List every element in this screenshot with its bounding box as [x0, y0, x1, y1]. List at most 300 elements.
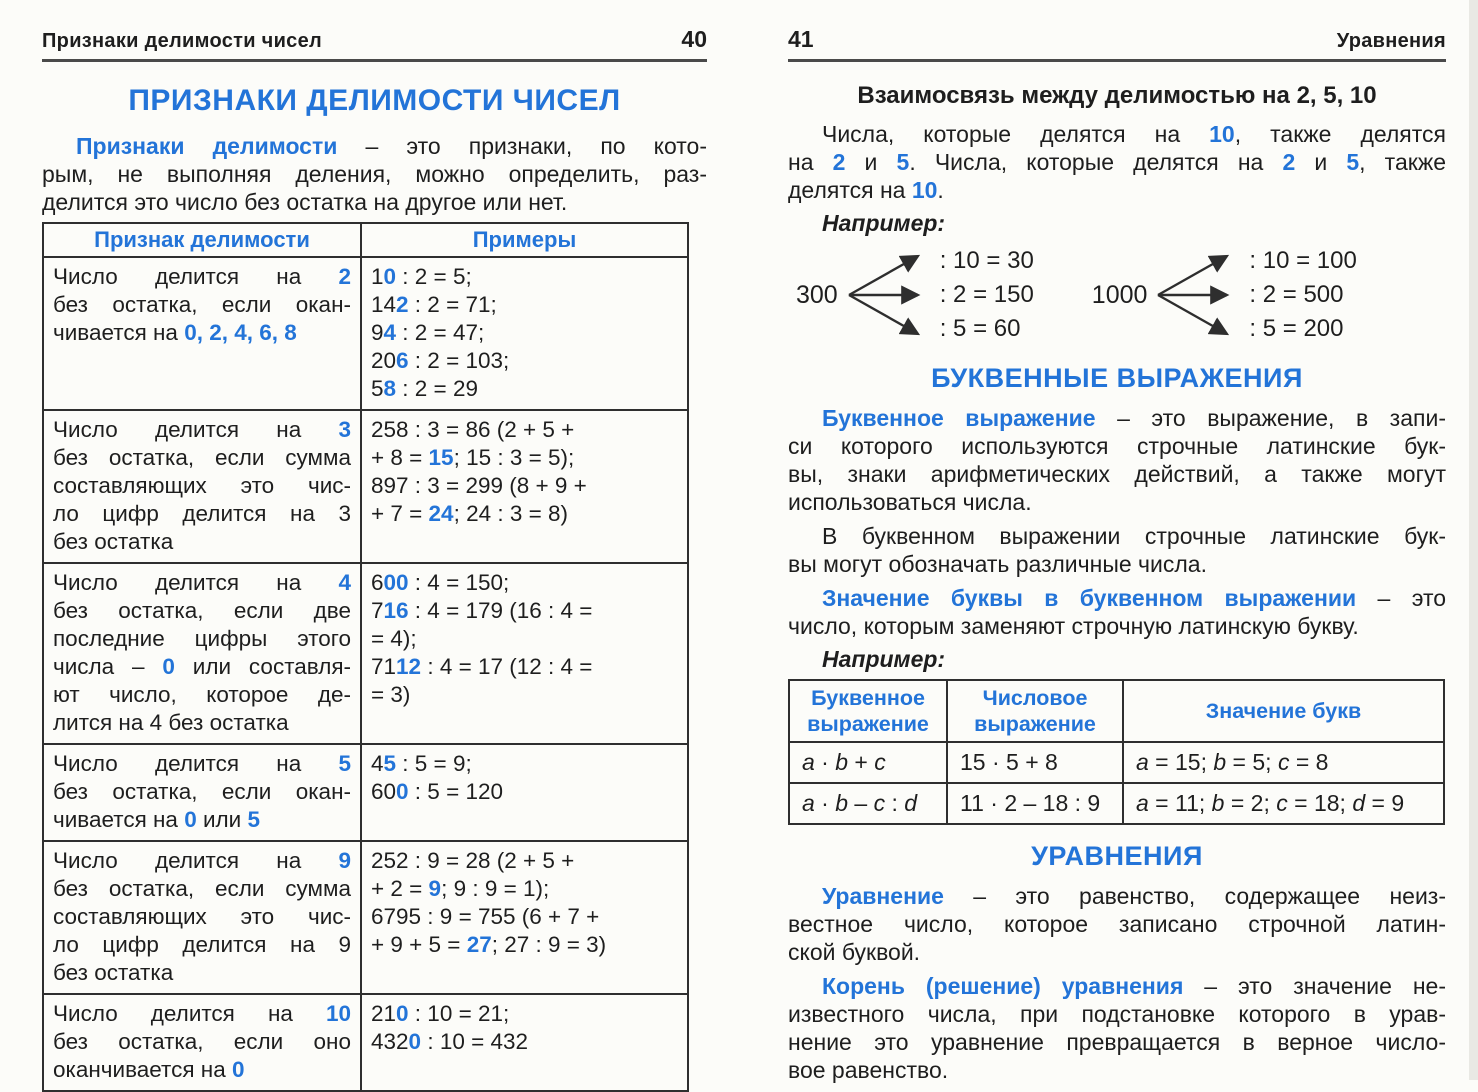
fan-diagram	[1092, 243, 1357, 347]
diagram-source-number: 1000	[1091, 280, 1148, 309]
text-line	[371, 319, 678, 347]
highlighted-run: 5	[1346, 149, 1360, 175]
text-run: + 7 =	[371, 501, 429, 526]
fan-diagram	[796, 243, 1034, 347]
text-line	[53, 472, 351, 500]
text-line	[788, 584, 1446, 612]
text-run: = 2;	[1224, 790, 1277, 816]
table-row	[43, 410, 688, 563]
text-run: : 2 = 5;	[396, 264, 472, 289]
text-line	[788, 460, 1446, 488]
highlighted-run: 6	[396, 348, 409, 373]
text-run: 6795 : 9 = 755 (6 + 7 +	[371, 904, 600, 929]
text-line	[53, 931, 351, 959]
text-run: лится на 4 без остатка	[53, 710, 289, 735]
text-run: – это	[1356, 585, 1447, 611]
text-run: делятся на	[788, 177, 912, 203]
text-run: 5	[371, 376, 384, 401]
highlighted-run: 5	[383, 751, 397, 776]
text-line	[371, 750, 678, 778]
text-run: Числа, которые делятся на	[822, 121, 1210, 147]
examples-cell	[361, 994, 688, 1091]
italic-run: a	[1136, 749, 1149, 775]
table-row	[43, 744, 688, 841]
rule-cell	[43, 563, 361, 744]
text-run: + 9 + 5 =	[371, 932, 467, 957]
text-run: без остатка, если сумма	[53, 445, 351, 470]
column-header	[1123, 680, 1444, 742]
text-run: без остатка	[53, 529, 174, 554]
text-run: последние цифры этого	[53, 626, 351, 651]
text-line	[788, 1028, 1446, 1056]
italic-run: b	[1213, 749, 1227, 775]
text-line	[42, 132, 707, 160]
text-run: ·	[814, 790, 836, 816]
section-title-equations: УРАВНЕНИЯ	[1031, 841, 1203, 871]
text-run: = 11;	[1148, 790, 1212, 816]
text-line	[53, 778, 351, 806]
text-run: ют число, которое де-	[53, 682, 351, 707]
table-row	[43, 841, 688, 994]
rule-cell	[43, 841, 361, 994]
text-run: без остатка, если окан-	[53, 779, 351, 804]
text-line	[371, 1000, 678, 1028]
highlighted-run: 24	[428, 501, 454, 526]
text-line	[371, 569, 678, 597]
text-run: – это признаки, по кото-	[337, 133, 707, 159]
running-head-left	[42, 26, 707, 62]
text-line	[53, 625, 351, 653]
text-run: числа –	[53, 654, 163, 679]
text-run: : 2 = 47;	[396, 320, 485, 345]
text-run: без остатка	[53, 960, 174, 985]
text-run: = 5;	[1226, 749, 1278, 775]
table-row	[43, 257, 688, 410]
text-run: составляющих это чис-	[53, 904, 351, 929]
italic-run: a	[802, 790, 815, 816]
diagram-target: : 2 = 150	[939, 281, 1034, 308]
example-label: Например:	[822, 646, 946, 672]
highlighted-run: 4	[338, 570, 351, 595]
text-line	[788, 882, 1446, 910]
text-line	[371, 653, 678, 681]
highlighted-run: 9	[428, 876, 442, 901]
highlighted-run: 9	[338, 848, 351, 873]
text-line	[53, 1028, 351, 1056]
text-run: Число делится на	[53, 570, 339, 595]
highlighted-run: 0	[232, 1057, 245, 1082]
highlighted-run: 16	[383, 598, 409, 623]
italic-run: a	[1136, 790, 1149, 816]
text-run: : 5 = 120	[408, 779, 503, 804]
text-run: : 4 = 179 (16 : 4 =	[408, 598, 593, 623]
text-run: = 4);	[371, 626, 417, 651]
text-line	[371, 416, 678, 444]
italic-run: c	[1277, 749, 1290, 775]
highlighted-run: 2	[832, 149, 846, 175]
table-cell	[1123, 742, 1444, 783]
italic-run: b	[1211, 790, 1225, 816]
text-run: : 10 = 21;	[408, 1001, 510, 1026]
text-line	[788, 938, 1446, 966]
text-run: : 5 = 9;	[396, 751, 472, 776]
header-line: Значение букв	[1205, 699, 1362, 723]
highlighted-run: 12	[396, 654, 422, 679]
text-run: 20	[371, 348, 397, 373]
highlighted-run: 0	[162, 654, 175, 679]
text-run: и	[1295, 149, 1347, 175]
text-line	[788, 120, 1446, 148]
highlighted-run: Корень (решение) уравнения	[822, 973, 1184, 999]
italic-run: c	[873, 790, 886, 816]
text-run: и	[845, 149, 897, 175]
table-row	[43, 994, 688, 1091]
text-run: 897 : 3 = 299 (8 + 9 +	[371, 473, 587, 498]
text-run: = 9	[1365, 790, 1405, 816]
text-line	[53, 263, 351, 291]
text-line	[53, 291, 351, 319]
text-line	[53, 1000, 351, 1028]
text-run: = 15;	[1148, 749, 1214, 775]
highlighted-run: 0	[184, 807, 197, 832]
rule-cell	[43, 994, 361, 1091]
text-line	[788, 432, 1446, 460]
section-title-divisibility-links: Взаимосвязь между делимостью на 2, 5, 10	[857, 82, 1377, 109]
text-line	[788, 612, 1446, 640]
text-line	[42, 188, 707, 216]
text-run: чивается на	[53, 807, 185, 832]
intro-paragraph	[42, 132, 707, 216]
text-run: +	[848, 749, 875, 775]
text-run: оканчивается на	[53, 1057, 232, 1082]
text-run: делится это число без остатка на другое или нет.	[42, 189, 568, 215]
table-cell	[1123, 783, 1444, 824]
equation-root-definition	[788, 972, 1446, 1084]
italic-run: c	[1276, 790, 1288, 816]
text-line	[371, 597, 678, 625]
page-title: ПРИЗНАКИ ДЕЛИМОСТИ ЧИСЕЛ	[128, 84, 621, 117]
text-run: си которого используются строчные латинские бук-	[788, 433, 1446, 459]
divisibility-links-paragraph	[788, 120, 1446, 204]
italic-run: c	[874, 749, 886, 775]
highlighted-run: 0	[396, 1001, 409, 1026]
fan-diagrams	[796, 243, 1446, 347]
table-row	[789, 742, 1444, 783]
diagram-targets	[940, 244, 1034, 346]
text-run: : 4 = 17 (12 : 4 =	[421, 654, 593, 679]
text-run: – это значение не-	[1183, 973, 1446, 999]
examples-cell	[361, 257, 688, 410]
text-run: вы могут обозначать различные числа.	[788, 551, 1207, 577]
running-head-right	[788, 26, 1446, 62]
letter-expressions-table	[788, 679, 1445, 825]
highlighted-run: 0	[396, 779, 409, 804]
left-page	[42, 26, 707, 1092]
diagram-source-number: 300	[796, 280, 838, 309]
column-header: Признак делимости	[43, 223, 361, 257]
highlighted-run: 3	[338, 417, 351, 442]
highlighted-run: 0	[408, 1029, 422, 1054]
text-run: или составля-	[174, 654, 351, 679]
text-line	[53, 959, 351, 987]
highlighted-run: 2	[1282, 149, 1296, 175]
text-run: : 4 = 150;	[408, 570, 510, 595]
text-line	[788, 176, 1446, 204]
text-line	[371, 472, 678, 500]
text-line	[53, 569, 351, 597]
highlighted-run: 8	[383, 376, 397, 401]
page-number: 40	[681, 26, 707, 52]
table-cell	[789, 783, 947, 824]
highlighted-run: Уравнение	[822, 883, 944, 909]
examples-cell	[361, 410, 688, 563]
text-line	[788, 522, 1446, 550]
text-run: 21	[371, 1001, 397, 1026]
text-run: : 10 = 432	[421, 1029, 529, 1054]
diagram-target: : 10 = 30	[939, 247, 1034, 274]
text-run: ; 9 : 9 = 1);	[441, 876, 550, 901]
diagram-target: : 5 = 200	[1249, 315, 1344, 342]
running-head-title: Признаки делимости чисел	[42, 30, 323, 52]
text-run: вое равенство.	[788, 1057, 949, 1083]
text-line	[788, 148, 1446, 176]
examples-cell	[361, 563, 688, 744]
text-run: ; 24 : 3 = 8)	[453, 501, 569, 526]
text-run: вестное число, которое записано строчной латин-	[788, 911, 1446, 937]
text-run: без остатка, если две	[53, 598, 351, 623]
text-line	[53, 500, 351, 528]
text-run: : 2 = 29	[396, 376, 478, 401]
text-run: В буквенном выражении строчные латинские бук-	[822, 523, 1446, 549]
text-line	[53, 875, 351, 903]
text-run: 6	[371, 570, 384, 595]
page-number: 41	[788, 26, 814, 52]
text-line	[53, 653, 351, 681]
text-line	[371, 625, 678, 653]
highlighted-run: Буквенное выражение	[822, 405, 1096, 431]
text-line	[371, 903, 678, 931]
fan-arrows-icon	[846, 243, 932, 347]
text-line	[371, 375, 678, 403]
text-run: ло цифр делится на 3	[53, 501, 351, 526]
highlighted-run: 27	[466, 932, 492, 957]
text-run: + 2 =	[371, 876, 429, 901]
text-line	[53, 444, 351, 472]
column-header	[947, 680, 1123, 742]
divisibility-table	[42, 222, 689, 1092]
text-run: на	[788, 149, 833, 175]
highlighted-run: 5	[896, 149, 910, 175]
text-run: 11 · 2 – 18 : 9	[960, 790, 1101, 816]
table-header-row	[789, 680, 1444, 742]
highlighted-run: 10	[1209, 121, 1235, 147]
italic-run: a	[802, 749, 815, 775]
examples-cell	[361, 744, 688, 841]
text-line	[53, 681, 351, 709]
text-line	[53, 319, 351, 347]
section-title-letter-expressions: БУКВЕННЫЕ ВЫРАЖЕНИЯ	[931, 363, 1303, 393]
italic-run: d	[1352, 790, 1366, 816]
text-run: . Числа, которые делятся на	[909, 149, 1283, 175]
text-line	[788, 910, 1446, 938]
text-run: Число делится на	[53, 751, 339, 776]
text-line	[371, 1028, 678, 1056]
text-run: ; 15 : 3 = 5);	[453, 445, 575, 470]
table-cell	[789, 742, 947, 783]
text-run: 60	[371, 779, 397, 804]
text-run: без остатка, если оно	[53, 1029, 351, 1054]
text-line	[371, 291, 678, 319]
text-run: –	[848, 790, 874, 816]
text-run: : 2 = 71;	[408, 292, 497, 317]
highlighted-run: 5	[338, 751, 351, 776]
text-run: Число делится на	[53, 848, 339, 873]
text-run: ·	[814, 749, 836, 775]
text-run: Число делится на	[53, 1001, 326, 1026]
examples-cell	[361, 841, 688, 994]
highlighted-run: 0	[383, 264, 397, 289]
text-run: 15 · 5 + 8	[960, 749, 1058, 775]
header-line: Буквенное	[811, 686, 925, 710]
text-run: .	[937, 177, 944, 203]
highlighted-run: 5	[247, 807, 261, 832]
diagram-targets	[1249, 244, 1356, 346]
text-run: Число делится на	[53, 264, 339, 289]
scan-edge-shadow	[1469, 0, 1478, 1080]
text-run: 7	[371, 598, 384, 623]
column-header: Примеры	[361, 223, 688, 257]
text-run: – это выражение, в запи-	[1095, 405, 1446, 431]
highlighted-run: 10	[325, 1001, 351, 1026]
highlighted-run: 0, 2, 4, 6, 8	[184, 320, 297, 345]
text-line	[53, 903, 351, 931]
table-row	[43, 563, 688, 744]
text-run: без остатка, если сумма	[53, 876, 351, 901]
text-run: известного числа, при подстановке которого в урав-	[788, 1001, 1446, 1027]
text-line	[788, 488, 1446, 516]
text-line	[371, 875, 678, 903]
table-cell	[947, 742, 1123, 783]
text-run: число, которым заменяют строчную латинскую букву.	[788, 613, 1359, 639]
text-run: – это равенство, содержащее неиз-	[943, 883, 1446, 909]
equation-definition	[788, 882, 1446, 966]
text-run: рым, не выполняя деления, можно определить, раз-	[42, 161, 707, 187]
text-line	[788, 1000, 1446, 1028]
header-line: Числовое	[982, 686, 1088, 710]
highlighted-run: 00	[383, 570, 409, 595]
text-run: : 2 = 103;	[408, 348, 510, 373]
text-line	[53, 597, 351, 625]
letter-value-definition	[788, 584, 1446, 640]
text-run: 9	[371, 320, 384, 345]
text-run: ской буквой.	[788, 939, 921, 965]
text-run: Число делится на	[53, 417, 339, 442]
text-run: использоваться числа.	[788, 489, 1032, 515]
text-run: без остатка, если окан-	[53, 292, 351, 317]
text-run: ло цифр делится на 9	[53, 932, 351, 957]
text-line	[371, 263, 678, 291]
text-line	[53, 750, 351, 778]
fan-arrows-icon	[1155, 243, 1241, 347]
text-run: = 3)	[371, 682, 411, 707]
rule-cell	[43, 257, 361, 410]
column-header	[789, 680, 947, 742]
text-line	[53, 528, 351, 556]
highlighted-run: Значение буквы в буквенном выражении	[822, 585, 1357, 611]
text-run: , также делятся	[1234, 121, 1446, 147]
text-line	[371, 347, 678, 375]
text-line	[53, 847, 351, 875]
text-line	[53, 709, 351, 737]
header-line: выражение	[807, 712, 929, 736]
italic-run: d	[904, 790, 918, 816]
text-run: , также	[1359, 149, 1446, 175]
letter-expression-definition	[788, 404, 1446, 516]
text-run: + 8 =	[371, 445, 429, 470]
highlighted-run: 4	[383, 320, 397, 345]
text-line	[371, 681, 678, 709]
rule-cell	[43, 744, 361, 841]
italic-run: b	[835, 749, 849, 775]
text-line	[53, 806, 351, 834]
highlighted-run: 10	[911, 177, 938, 203]
text-run: или	[196, 807, 248, 832]
diagram-target: : 2 = 500	[1249, 281, 1344, 308]
text-run: составляющих это чис-	[53, 473, 351, 498]
text-run: 258 : 3 = 86 (2 + 5 +	[371, 417, 575, 442]
text-line	[371, 778, 678, 806]
highlighted-run: 2	[396, 292, 409, 317]
text-run: чивается на	[53, 320, 185, 345]
table-cell	[947, 783, 1123, 824]
highlighted-run: 2	[338, 264, 351, 289]
text-run: 4	[371, 751, 384, 776]
text-line	[788, 404, 1446, 432]
example-label: Например:	[822, 210, 946, 236]
text-run: 1	[371, 264, 384, 289]
text-run: 252 : 9 = 28 (2 + 5 +	[371, 848, 575, 873]
text-run: нение это уравнение превращается в верное число-	[788, 1029, 1446, 1055]
italic-run: b	[835, 790, 849, 816]
highlighted-run: 15	[428, 445, 454, 470]
text-run: ; 27 : 9 = 3)	[491, 932, 607, 957]
text-run: = 18;	[1287, 790, 1353, 816]
text-run: 71	[371, 654, 397, 679]
text-run: = 8	[1289, 749, 1329, 775]
text-run: 432	[371, 1029, 409, 1054]
text-line	[788, 550, 1446, 578]
table-row	[789, 783, 1444, 824]
table-header-row	[43, 223, 688, 257]
header-line: выражение	[974, 712, 1096, 736]
right-page	[788, 26, 1446, 1090]
text-line	[371, 847, 678, 875]
text-line	[371, 931, 678, 959]
text-line	[788, 972, 1446, 1000]
letter-expression-note	[788, 522, 1446, 578]
text-run: :	[885, 790, 905, 816]
text-line	[371, 500, 678, 528]
diagram-target: : 5 = 60	[939, 315, 1021, 342]
text-line	[53, 416, 351, 444]
text-run: 14	[371, 292, 397, 317]
text-line	[371, 444, 678, 472]
text-line	[42, 160, 707, 188]
diagram-target: : 10 = 100	[1249, 247, 1357, 274]
highlighted-run: Признаки делимости	[76, 133, 338, 159]
text-run: вы, знаки арифметических действий, а также могут	[788, 461, 1446, 487]
running-head-title: Уравнения	[1336, 30, 1446, 52]
